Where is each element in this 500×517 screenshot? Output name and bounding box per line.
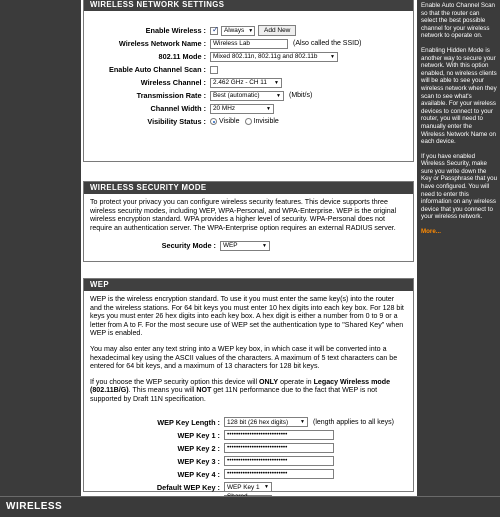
wep-key-4-row (90, 468, 407, 481)
wep-key-3-row (90, 455, 407, 468)
channel-value: 2.462 GHz - CH 11 (213, 79, 267, 86)
wep-key-1-label: WEP Key 1 : (177, 430, 220, 440)
wep-key-length-value: 128 bit (26 hex digits) (227, 418, 289, 426)
auto-channel-row (90, 63, 407, 76)
wep-key-2-row (90, 442, 407, 455)
channel-width-row (90, 102, 407, 115)
channel-select[interactable] (210, 78, 282, 88)
help-sidebar (416, 0, 500, 496)
chevron-down-icon: ▼ (248, 27, 254, 34)
help-more-link[interactable]: More... (421, 228, 441, 236)
visibility-label: Visibility Status : (147, 117, 206, 126)
network-name-row (90, 37, 407, 50)
channel-width-value: 20 MHz (213, 105, 236, 112)
chevron-down-icon: ▼ (300, 419, 305, 426)
schedule-select[interactable] (221, 26, 255, 36)
wireless-network-settings-panel (83, 0, 414, 162)
para3-legacy: Legacy Wireless mode (802.11B/G) (90, 377, 391, 395)
channel-width-label: Channel Width : (150, 104, 206, 113)
channel-label: Wireless Channel : (140, 78, 206, 87)
channel-width-select[interactable] (210, 104, 274, 114)
wep-key-length-label: WEP Key Length : (157, 417, 220, 427)
chevron-down-icon: ▼ (274, 79, 279, 86)
network-name-input[interactable]: Wireless Lab (210, 39, 288, 49)
wep-key-1-input[interactable]: ••••••••••••••••••••••••••• (224, 430, 334, 440)
ssid-note: (Also called the SSID) (293, 40, 362, 47)
mode-value: Mixed 802.11n, 802.11g and 802.11b (213, 53, 318, 60)
security-mode-row (90, 239, 407, 252)
mode-label: 802.11 Mode : (158, 52, 206, 61)
tx-rate-select[interactable] (210, 91, 284, 101)
wep-paragraph-3 (90, 378, 407, 404)
tx-rate-row (90, 89, 407, 102)
wep-key-3-label: WEP Key 3 : (177, 456, 220, 466)
para3-text-a: If you choose the WEP security option this device will (90, 377, 260, 386)
chevron-down-icon: ▼ (262, 242, 267, 249)
wep-key-length-select[interactable] (224, 417, 308, 427)
check-mark-icon: ✓ (212, 24, 219, 34)
wep-key-4-input[interactable]: ••••••••••••••••••••••••••• (224, 469, 334, 479)
mode-row (90, 50, 407, 63)
tx-rate-value: Best (automatic) (213, 92, 260, 99)
network-name-label: Wireless Network Name : (118, 39, 206, 48)
para3-only: ONLY (259, 377, 279, 386)
main-content (81, 0, 416, 496)
chevron-down-icon: ▼ (276, 92, 281, 99)
security-mode-label: Security Mode : (161, 241, 216, 251)
help-auto-channel: Enable Auto Channel Scan so that the router can select the best possible channel for your wireless network to operate on. (421, 2, 495, 40)
wep-title: WEP (84, 279, 413, 291)
left-margin (0, 0, 81, 496)
wireless-security-mode-title: WIRELESS SECURITY MODE (84, 182, 413, 194)
chevron-down-icon: ▼ (330, 53, 335, 60)
schedule-value: Always (224, 27, 245, 34)
invisible-label: Invisible (253, 118, 279, 125)
visibility-row (90, 115, 407, 128)
para3-not: NOT (196, 386, 212, 395)
default-wep-key-label: Default WEP Key : (156, 482, 220, 492)
help-hidden-mode: Enabling Hidden Mode is another way to secure your network. With this option enabled, no wireless clients will be able to see your wireless network when they scan to see what's available. For your wireless devices to connect to your router, you will need to manually enter the Wireless Network Name on each device. (421, 46, 497, 146)
tx-rate-label: Transmission Rate : (136, 91, 206, 100)
wep-paragraph-1: WEP is the wireless encryption standard. To use it you must enter the same key(s) into the router and the wireless stations. For 64 bit keys you must enter 10 hex digits into each key box. For 128 bit keys you must enter 26 hex digits into each key box. A hex digit is either a number from 0 to 9 or a letter from A to F. For the most secure use of WEP set the authentication type to "Shared Key" when WEP is enabled. (90, 295, 404, 338)
wep-key-4-label: WEP Key 4 : (177, 469, 220, 479)
auto-channel-checkbox[interactable] (210, 66, 218, 74)
security-mode-value: WEP (223, 242, 238, 250)
mode-select[interactable] (210, 52, 338, 62)
visible-radio[interactable] (210, 118, 217, 125)
wep-key-2-input[interactable]: ••••••••••••••••••••••••••• (224, 443, 334, 453)
wireless-security-mode-panel (83, 181, 414, 262)
help-wireless-security: If you have enabled Wireless Security, make sure you write down the Key or Passphrase that you have configured. You will need to enter this information on any wireless device that you connect to your wireless network. (421, 152, 498, 221)
wireless-network-settings-title: WIRELESS NETWORK SETTINGS (84, 0, 413, 11)
wep-key-2-label: WEP Key 2 : (177, 443, 220, 453)
wep-key-3-input[interactable]: ••••••••••••••••••••••••••• (224, 456, 334, 466)
para3-text-b: operate in (278, 377, 314, 386)
channel-row (90, 76, 407, 89)
invisible-radio[interactable] (245, 118, 252, 125)
footer-bar (0, 496, 500, 517)
default-wep-key-row (90, 481, 407, 494)
para3-text-d: get 11N performance due to the fact that WEP is not supported by Draft 11N specification. (90, 386, 378, 403)
enable-wireless-row (90, 24, 407, 37)
chevron-down-icon: ▼ (264, 484, 269, 491)
wep-key-length-note: (length applies to all keys) (313, 418, 394, 426)
security-mode-select[interactable] (220, 241, 270, 251)
add-new-button[interactable]: Add New (258, 25, 296, 36)
security-description: To protect your privacy you can configure wireless security features. This device supports three wireless security modes, including WEP, WPA-Personal, and WPA-Enterprise. WEP is the original wireless encryption standard. WPA provides a higher level of security. WPA-Personal does not require an authentication server. The WPA-Enterprise option requires an external RADIUS server. (90, 198, 397, 232)
default-wep-key-select[interactable] (224, 482, 272, 492)
tx-rate-unit: (Mbit/s) (289, 92, 313, 99)
footer-brand: WIRELESS (6, 501, 63, 512)
wep-key-1-row (90, 429, 407, 442)
enable-wireless-checkbox[interactable] (210, 24, 219, 35)
auto-channel-label: Enable Auto Channel Scan : (108, 65, 206, 74)
default-wep-key-value: WEP Key 1 (227, 483, 260, 491)
chevron-down-icon: ▼ (266, 105, 271, 112)
wep-paragraph-2: You may also enter any text string into a WEP key box, in which case it will be converted into a hexadecimal key using the ASCII values of the characters. A maximum of 5 text characters can be entered for 64 bit keys, and a maximum of 13 characters for 128 bit keys. (90, 344, 398, 371)
wep-key-length-row (90, 416, 407, 429)
visible-label: Visible (219, 118, 240, 125)
enable-wireless-label: Enable Wireless : (145, 26, 206, 35)
wep-panel (83, 278, 414, 492)
para3-text-c: . This means you will (128, 386, 197, 395)
